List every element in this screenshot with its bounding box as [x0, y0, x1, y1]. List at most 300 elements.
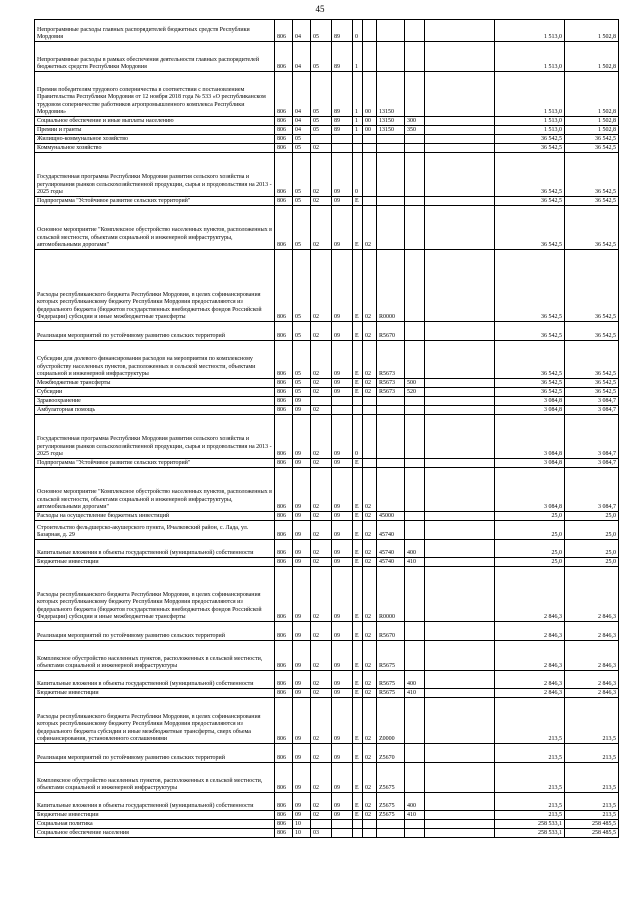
extra-code — [425, 135, 495, 144]
section-code: 09 — [293, 671, 311, 689]
program-code — [332, 406, 353, 415]
row-name: Расходы республиканского бюджета Республики Мордовия, в целях софинансирования которых республиканскому бюджету Республики Мордовия предоставляются из федерального бюджета субсидии и иные межбюджетные трансферты, сверх объема софинансирования, установленного соглашениями — [35, 698, 275, 744]
target-article-code — [377, 820, 405, 829]
extra-code — [425, 388, 495, 397]
extra-code — [425, 558, 495, 567]
target-article-code: R5670 — [377, 622, 405, 641]
extra-code — [425, 250, 495, 322]
extra-code — [425, 763, 495, 793]
row-name: Премии и гранты — [35, 126, 275, 135]
subsection-code: 02 — [311, 379, 332, 388]
target-article-code: 45000 — [377, 512, 405, 521]
planned-amount: 258 533,1 — [495, 820, 565, 829]
row-name: Бюджетные инвестиции — [35, 811, 275, 820]
planned-amount: 213,5 — [495, 763, 565, 793]
subsection-code: 02 — [311, 540, 332, 558]
target-article-code: R5675 — [377, 689, 405, 698]
table-row — [35, 622, 619, 641]
executed-amount: 1 502,8 — [565, 20, 619, 42]
program-code: 09 — [332, 641, 353, 671]
expense-type-code: 350 — [405, 126, 425, 135]
activity-code — [363, 415, 377, 459]
expense-type-code: 400 — [405, 540, 425, 558]
expense-type-code — [405, 250, 425, 322]
subprogram-code: 0 — [353, 20, 363, 42]
admin-code: 806 — [275, 820, 293, 829]
executed-amount: 25,0 — [565, 558, 619, 567]
section-code: 09 — [293, 512, 311, 521]
admin-code: 806 — [275, 42, 293, 72]
admin-code: 806 — [275, 250, 293, 322]
subsection-code: 02 — [311, 197, 332, 206]
subprogram-code: Е — [353, 558, 363, 567]
activity-code — [363, 42, 377, 72]
subsection-code: 02 — [311, 459, 332, 468]
table-row — [35, 72, 619, 117]
planned-amount: 36 542,5 — [495, 135, 565, 144]
extra-code — [425, 698, 495, 744]
row-name: Амбулаторная помощь — [35, 406, 275, 415]
expense-type-code — [405, 42, 425, 72]
executed-amount: 258 485,5 — [565, 829, 619, 838]
expense-type-code: 400 — [405, 793, 425, 811]
executed-amount: 36 542,5 — [565, 250, 619, 322]
planned-amount: 25,0 — [495, 558, 565, 567]
activity-code: 02 — [363, 811, 377, 820]
program-code: 09 — [332, 153, 353, 197]
subsection-code: 02 — [311, 689, 332, 698]
subsection-code: 05 — [311, 42, 332, 72]
planned-amount: 213,5 — [495, 793, 565, 811]
row-name: Подпрограмма "Устойчивое развитие сельских территорий" — [35, 197, 275, 206]
target-article-code — [377, 42, 405, 72]
planned-amount: 36 542,5 — [495, 206, 565, 250]
program-code: 09 — [332, 468, 353, 512]
subsection-code: 03 — [311, 829, 332, 838]
table-row — [35, 829, 619, 838]
program-code: 09 — [332, 322, 353, 341]
program-code: 09 — [332, 388, 353, 397]
extra-code — [425, 671, 495, 689]
expense-type-code — [405, 197, 425, 206]
activity-code: 02 — [363, 540, 377, 558]
activity-code: 02 — [363, 622, 377, 641]
target-article-code: Z5675 — [377, 793, 405, 811]
activity-code: 02 — [363, 512, 377, 521]
program-code: 09 — [332, 415, 353, 459]
program-code: 09 — [332, 763, 353, 793]
admin-code: 806 — [275, 379, 293, 388]
program-code: 09 — [332, 341, 353, 379]
executed-amount: 2 846,3 — [565, 671, 619, 689]
admin-code: 806 — [275, 397, 293, 406]
subsection-code: 02 — [311, 698, 332, 744]
row-name: Подпрограмма "Устойчивое развитие сельских территорий" — [35, 459, 275, 468]
table-row — [35, 397, 619, 406]
extra-code — [425, 415, 495, 459]
section-code: 09 — [293, 744, 311, 763]
section-code: 09 — [293, 641, 311, 671]
row-name: Социальная политика — [35, 820, 275, 829]
planned-amount: 3 084,8 — [495, 468, 565, 512]
extra-code — [425, 459, 495, 468]
subprogram-code — [353, 829, 363, 838]
subsection-code: 02 — [311, 250, 332, 322]
subprogram-code: 1 — [353, 126, 363, 135]
extra-code — [425, 744, 495, 763]
row-name: Капитальные вложения в объекты государственной (муниципальной) собственности — [35, 671, 275, 689]
admin-code: 806 — [275, 117, 293, 126]
subprogram-code — [353, 820, 363, 829]
subprogram-code: Е — [353, 671, 363, 689]
section-code: 04 — [293, 42, 311, 72]
table-row — [35, 698, 619, 744]
activity-code: 02 — [363, 763, 377, 793]
section-code: 05 — [293, 379, 311, 388]
executed-amount: 213,5 — [565, 811, 619, 820]
table-row — [35, 744, 619, 763]
subsection-code: 05 — [311, 20, 332, 42]
subprogram-code: Е — [353, 512, 363, 521]
expense-type-code — [405, 397, 425, 406]
subsection-code: 02 — [311, 415, 332, 459]
executed-amount: 3 084,7 — [565, 459, 619, 468]
target-article-code — [377, 144, 405, 153]
admin-code: 806 — [275, 406, 293, 415]
table-row — [35, 811, 619, 820]
admin-code: 806 — [275, 206, 293, 250]
subsection-code: 02 — [311, 144, 332, 153]
table-row — [35, 558, 619, 567]
subsection-code: 05 — [311, 117, 332, 126]
section-code: 09 — [293, 763, 311, 793]
expense-type-code: 300 — [405, 117, 425, 126]
activity-code: 02 — [363, 379, 377, 388]
executed-amount: 36 542,5 — [565, 153, 619, 197]
planned-amount: 1 513,0 — [495, 20, 565, 42]
subprogram-code: Е — [353, 521, 363, 540]
program-code — [332, 397, 353, 406]
expense-type-code — [405, 468, 425, 512]
section-code: 04 — [293, 20, 311, 42]
admin-code: 806 — [275, 521, 293, 540]
subsection-code: 02 — [311, 406, 332, 415]
subprogram-code: Е — [353, 250, 363, 322]
target-article-code — [377, 406, 405, 415]
target-article-code: R5673 — [377, 388, 405, 397]
program-code: 09 — [332, 521, 353, 540]
planned-amount: 36 542,5 — [495, 341, 565, 379]
activity-code: 02 — [363, 250, 377, 322]
planned-amount: 3 084,8 — [495, 459, 565, 468]
program-code: 09 — [332, 379, 353, 388]
extra-code — [425, 42, 495, 72]
activity-code: 00 — [363, 126, 377, 135]
target-article-code: 45740 — [377, 540, 405, 558]
section-code: 09 — [293, 689, 311, 698]
extra-code — [425, 322, 495, 341]
row-name: Государственная программа Республики Мордовия развития сельского хозяйства и регулирования рынков сельскохозяйственной продукции, сырья и продовольствия на 2013 - 2025 годы — [35, 415, 275, 459]
subprogram-code: Е — [353, 641, 363, 671]
subsection-code: 02 — [311, 153, 332, 197]
executed-amount: 258 485,5 — [565, 820, 619, 829]
program-code: 89 — [332, 117, 353, 126]
subsection-code — [311, 397, 332, 406]
row-name: Жилищно-коммунальное хозяйство — [35, 135, 275, 144]
planned-amount: 2 846,3 — [495, 641, 565, 671]
section-code: 09 — [293, 558, 311, 567]
target-article-code: R0000 — [377, 250, 405, 322]
executed-amount: 1 502,8 — [565, 126, 619, 135]
planned-amount: 3 084,8 — [495, 406, 565, 415]
row-name: Реализация мероприятий по устойчивому развитию сельских территорий — [35, 744, 275, 763]
planned-amount: 258 533,1 — [495, 829, 565, 838]
activity-code: 02 — [363, 388, 377, 397]
executed-amount: 2 846,3 — [565, 622, 619, 641]
subprogram-code: Е — [353, 468, 363, 512]
target-article-code — [377, 197, 405, 206]
subsection-code: 02 — [311, 793, 332, 811]
section-code: 09 — [293, 459, 311, 468]
target-article-code: 45740 — [377, 558, 405, 567]
target-article-code: R5673 — [377, 379, 405, 388]
planned-amount: 213,5 — [495, 811, 565, 820]
table-row — [35, 671, 619, 689]
subprogram-code — [353, 397, 363, 406]
admin-code: 806 — [275, 744, 293, 763]
section-code: 09 — [293, 811, 311, 820]
executed-amount: 3 084,7 — [565, 397, 619, 406]
target-article-code: 13150 — [377, 117, 405, 126]
program-code: 09 — [332, 793, 353, 811]
row-name: Бюджетные инвестиции — [35, 558, 275, 567]
admin-code: 806 — [275, 698, 293, 744]
target-article-code: R5673 — [377, 341, 405, 379]
expense-type-code — [405, 641, 425, 671]
table-row — [35, 322, 619, 341]
planned-amount: 2 846,3 — [495, 689, 565, 698]
target-article-code: 13150 — [377, 126, 405, 135]
row-name: Расходы на осуществление бюджетных инвестиций — [35, 512, 275, 521]
target-article-code: 45740 — [377, 521, 405, 540]
extra-code — [425, 540, 495, 558]
table-row — [35, 468, 619, 512]
target-article-code — [377, 20, 405, 42]
activity-code: 02 — [363, 689, 377, 698]
planned-amount: 213,5 — [495, 744, 565, 763]
planned-amount: 36 542,5 — [495, 388, 565, 397]
planned-amount: 25,0 — [495, 540, 565, 558]
target-article-code: Z5670 — [377, 744, 405, 763]
executed-amount: 213,5 — [565, 698, 619, 744]
executed-amount: 1 502,8 — [565, 72, 619, 117]
planned-amount: 36 542,5 — [495, 250, 565, 322]
planned-amount: 36 542,5 — [495, 197, 565, 206]
row-name: Капитальные вложения в объекты государственной (муниципальной) собственности — [35, 540, 275, 558]
expense-type-code — [405, 206, 425, 250]
subsection-code: 02 — [311, 567, 332, 622]
table-row — [35, 135, 619, 144]
activity-code — [363, 459, 377, 468]
expense-type-code — [405, 20, 425, 42]
subprogram-code — [353, 135, 363, 144]
expense-type-code: 410 — [405, 689, 425, 698]
expense-type-code — [405, 415, 425, 459]
target-article-code: R5675 — [377, 671, 405, 689]
admin-code: 806 — [275, 763, 293, 793]
expense-type-code — [405, 698, 425, 744]
executed-amount: 36 542,5 — [565, 388, 619, 397]
expense-type-code — [405, 622, 425, 641]
planned-amount: 2 846,3 — [495, 671, 565, 689]
row-name: Непрограммные расходы в рамках обеспечения деятельности главных распорядителей бюджетных средств Республики Мордовия — [35, 42, 275, 72]
extra-code — [425, 689, 495, 698]
table-row — [35, 117, 619, 126]
table-row — [35, 379, 619, 388]
expense-type-code: 410 — [405, 558, 425, 567]
subsection-code: 02 — [311, 512, 332, 521]
section-code: 04 — [293, 117, 311, 126]
section-code: 04 — [293, 72, 311, 117]
program-code: 09 — [332, 206, 353, 250]
program-code: 09 — [332, 689, 353, 698]
subprogram-code: Е — [353, 322, 363, 341]
executed-amount: 2 846,3 — [565, 567, 619, 622]
row-name: Расходы республиканского бюджета Республики Мордовия, в целях софинансирования которых республиканскому бюджету Республики Мордовия предоставляются из федерального бюджета (бюджетов государственных внебюджетных фондов Российской Федерации) субсидии и иные межбюджетные трансферты — [35, 250, 275, 322]
admin-code: 806 — [275, 72, 293, 117]
activity-code — [363, 20, 377, 42]
activity-code: 02 — [363, 641, 377, 671]
activity-code — [363, 406, 377, 415]
admin-code: 806 — [275, 153, 293, 197]
planned-amount: 25,0 — [495, 521, 565, 540]
row-name: Комплексное обустройство населенных пунктов, расположенных в сельской местности, объектами социальной и инженерной инфраструктуры — [35, 641, 275, 671]
expense-type-code — [405, 744, 425, 763]
program-code: 09 — [332, 540, 353, 558]
activity-code: 02 — [363, 322, 377, 341]
target-article-code — [377, 459, 405, 468]
expense-type-code: 400 — [405, 671, 425, 689]
admin-code: 806 — [275, 671, 293, 689]
table-row — [35, 197, 619, 206]
section-code: 10 — [293, 820, 311, 829]
subsection-code — [311, 820, 332, 829]
admin-code: 806 — [275, 689, 293, 698]
subsection-code: 02 — [311, 322, 332, 341]
extra-code — [425, 512, 495, 521]
planned-amount: 2 846,3 — [495, 622, 565, 641]
admin-code: 806 — [275, 322, 293, 341]
program-code — [332, 144, 353, 153]
row-name: Капитальные вложения в объекты государственной (муниципальной) собственности — [35, 793, 275, 811]
activity-code: 00 — [363, 117, 377, 126]
table-row — [35, 820, 619, 829]
executed-amount: 36 542,5 — [565, 379, 619, 388]
admin-code: 806 — [275, 558, 293, 567]
target-article-code — [377, 415, 405, 459]
table-row — [35, 415, 619, 459]
table-row — [35, 250, 619, 322]
planned-amount: 3 084,8 — [495, 415, 565, 459]
table-row — [35, 512, 619, 521]
section-code: 09 — [293, 397, 311, 406]
subsection-code: 02 — [311, 521, 332, 540]
executed-amount: 36 542,5 — [565, 341, 619, 379]
row-name: Реализация мероприятий по устойчивому развитию сельских территорий — [35, 622, 275, 641]
executed-amount: 213,5 — [565, 793, 619, 811]
subsection-code: 02 — [311, 811, 332, 820]
executed-amount: 36 542,5 — [565, 197, 619, 206]
extra-code — [425, 829, 495, 838]
subsection-code: 02 — [311, 641, 332, 671]
program-code: 09 — [332, 671, 353, 689]
executed-amount: 1 502,8 — [565, 42, 619, 72]
row-name: Государственная программа Республики Мордовия развития сельского хозяйства и регулирования рынков сельскохозяйственной продукции, сырья и продовольствия на 2013 - 2025 годы — [35, 153, 275, 197]
expense-type-code — [405, 406, 425, 415]
planned-amount: 2 846,3 — [495, 567, 565, 622]
extra-code — [425, 126, 495, 135]
activity-code: 02 — [363, 698, 377, 744]
planned-amount: 36 542,5 — [495, 153, 565, 197]
executed-amount: 36 542,5 — [565, 322, 619, 341]
program-code: 89 — [332, 126, 353, 135]
expense-type-code — [405, 72, 425, 117]
section-code: 04 — [293, 126, 311, 135]
subprogram-code — [353, 406, 363, 415]
table-row — [35, 689, 619, 698]
admin-code: 806 — [275, 388, 293, 397]
admin-code: 806 — [275, 829, 293, 838]
section-code: 05 — [293, 144, 311, 153]
expense-type-code — [405, 153, 425, 197]
activity-code — [363, 829, 377, 838]
target-article-code — [377, 468, 405, 512]
executed-amount: 213,5 — [565, 744, 619, 763]
program-code: 09 — [332, 811, 353, 820]
program-code: 09 — [332, 567, 353, 622]
section-code: 05 — [293, 206, 311, 250]
subsection-code: 02 — [311, 671, 332, 689]
expense-type-code — [405, 829, 425, 838]
section-code: 05 — [293, 153, 311, 197]
expense-type-code — [405, 567, 425, 622]
executed-amount: 36 542,5 — [565, 144, 619, 153]
extra-code — [425, 397, 495, 406]
subprogram-code: 1 — [353, 117, 363, 126]
section-code: 05 — [293, 341, 311, 379]
subprogram-code: Е — [353, 540, 363, 558]
activity-code: 00 — [363, 72, 377, 117]
table-row — [35, 459, 619, 468]
admin-code: 806 — [275, 415, 293, 459]
program-code — [332, 135, 353, 144]
table-row — [35, 540, 619, 558]
extra-code — [425, 406, 495, 415]
program-code: 89 — [332, 20, 353, 42]
row-name: Основное мероприятие "Комплексное обустройство населенных пунктов, расположенных в сельской местности, объектами социальной и инженерной инфраструктуры, автомобильными дорогами" — [35, 206, 275, 250]
executed-amount: 1 502,8 — [565, 117, 619, 126]
extra-code — [425, 341, 495, 379]
target-article-code — [377, 135, 405, 144]
extra-code — [425, 144, 495, 153]
target-article-code: R5675 — [377, 641, 405, 671]
table-row — [35, 793, 619, 811]
executed-amount: 2 846,3 — [565, 689, 619, 698]
planned-amount: 36 542,5 — [495, 379, 565, 388]
section-code: 09 — [293, 698, 311, 744]
expense-type-code — [405, 135, 425, 144]
row-name: Коммунальное хозяйство — [35, 144, 275, 153]
